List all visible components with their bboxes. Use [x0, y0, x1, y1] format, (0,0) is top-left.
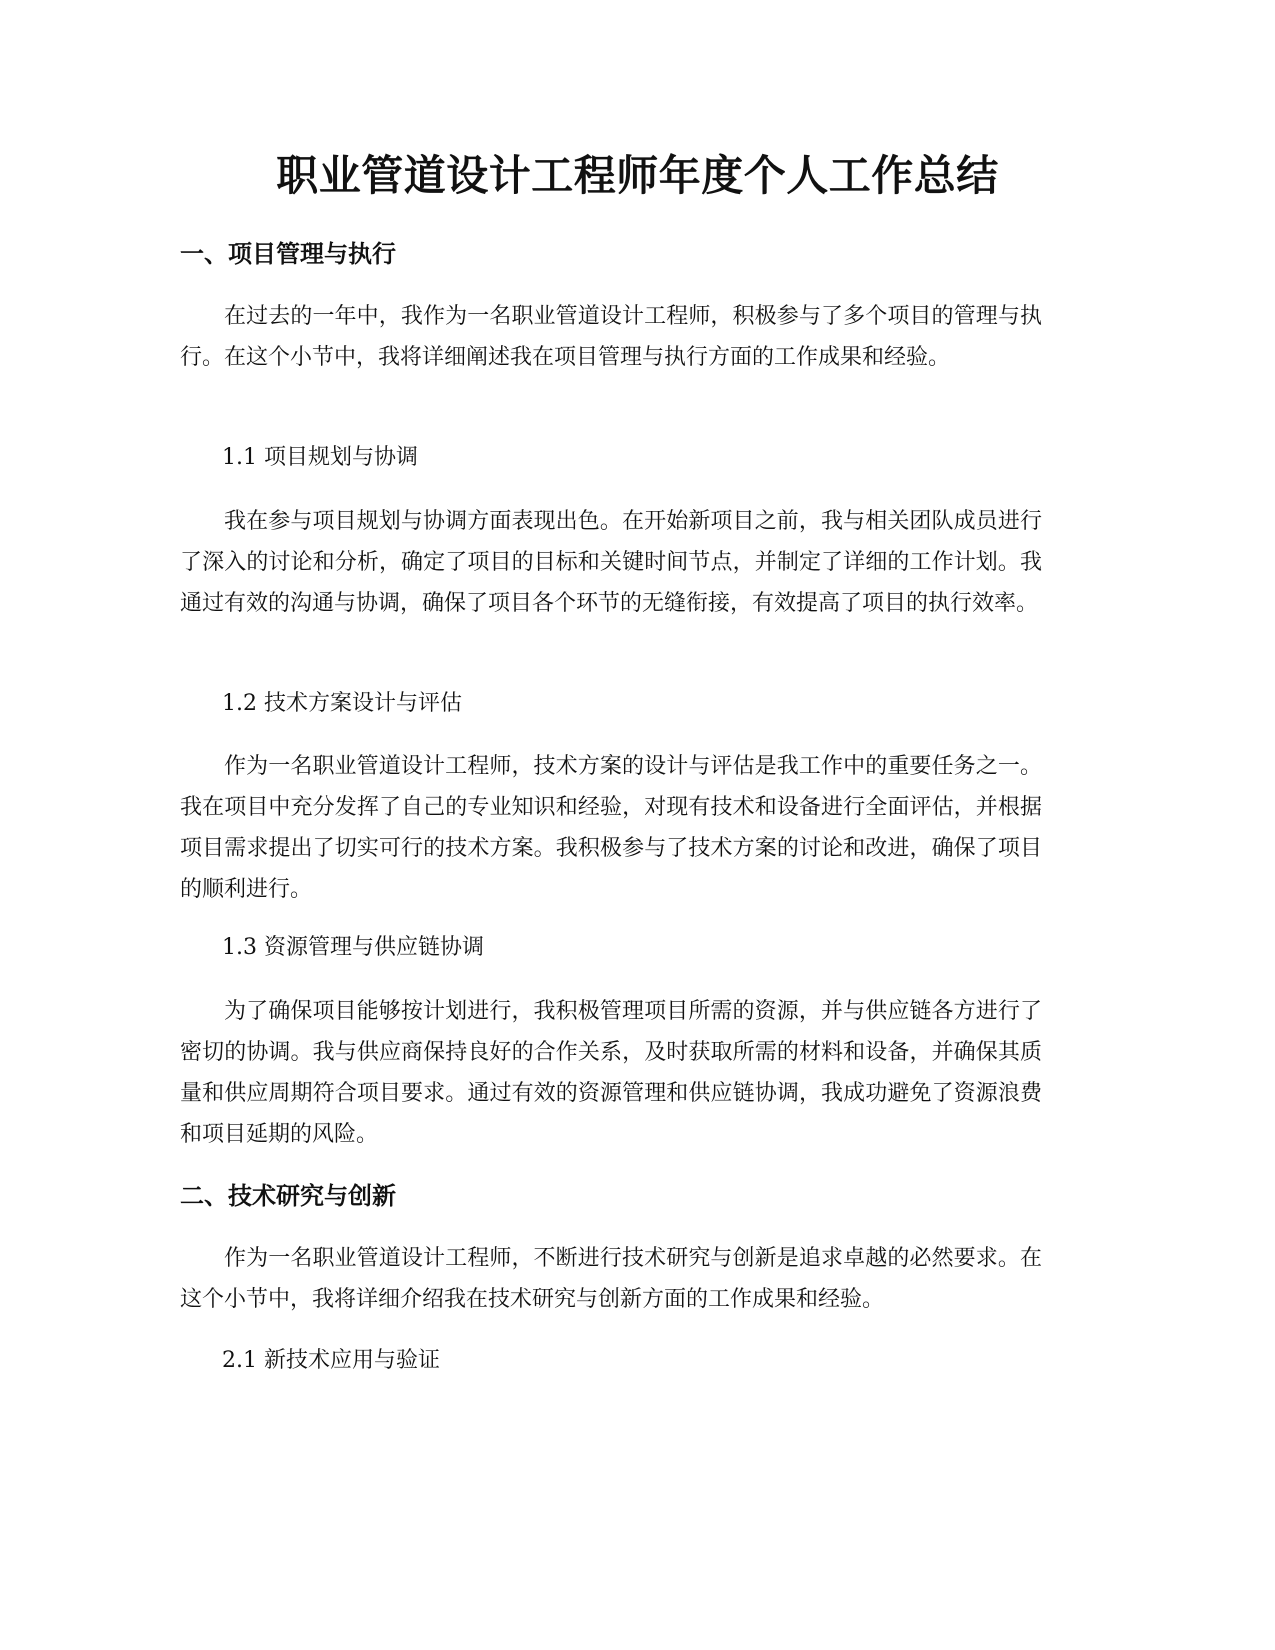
section-heading-1: 一、项目管理与执行	[180, 240, 396, 268]
section-1-intro-paragraph: 在过去的一年中，我作为一名职业管道设计工程师，积极参与了多个项目的管理与执行。在这个小节中，我将详细阐述我在项目管理与执行方面的工作成果和经验。	[180, 304, 1042, 370]
subsection-1-1-paragraph: 我在参与项目规划与协调方面表现出色。在开始新项目之前，我与相关团队成员进行了深入的讨论和分析，确定了项目的目标和关键时间节点，并制定了详细的工作计划。我通过有效的沟通与协调，确保了项目各个环节的无缝衔接，有效提高了项目的执行效率。	[180, 509, 1042, 616]
subsection-heading-1-3: 1.3 资源管理与供应链协调	[222, 935, 484, 960]
subsection-heading-1-2: 1.2 技术方案设计与评估	[222, 691, 462, 716]
subsection-heading-1-1: 1.1 项目规划与协调	[222, 445, 418, 470]
subsection-1-2-paragraph: 作为一名职业管道设计工程师，技术方案的设计与评估是我工作中的重要任务之一。我在项目中充分发挥了自己的专业知识和经验，对现有技术和设备进行全面评估，并根据项目需求提出了切实可行的技术方案。我积极参与了技术方案的讨论和改进，确保了项目的顺利进行。	[180, 754, 1042, 902]
page-title: 职业管道设计工程师年度个人工作总结	[276, 151, 999, 200]
subsection-heading-2-1: 2.1 新技术应用与验证	[222, 1348, 440, 1373]
section-2-intro-paragraph: 作为一名职业管道设计工程师，不断进行技术研究与创新是追求卓越的必然要求。在这个小节中，我将详细介绍我在技术研究与创新方面的工作成果和经验。	[180, 1246, 1042, 1312]
section-heading-2: 二、技术研究与创新	[180, 1182, 396, 1210]
subsection-1-3-paragraph: 为了确保项目能够按计划进行，我积极管理项目所需的资源，并与供应链各方进行了密切的协调。我与供应商保持良好的合作关系，及时获取所需的材料和设备，并确保其质量和供应周期符合项目要求。通过有效的资源管理和供应链协调，我成功避免了资源浪费和项目延期的风险。	[180, 999, 1042, 1147]
